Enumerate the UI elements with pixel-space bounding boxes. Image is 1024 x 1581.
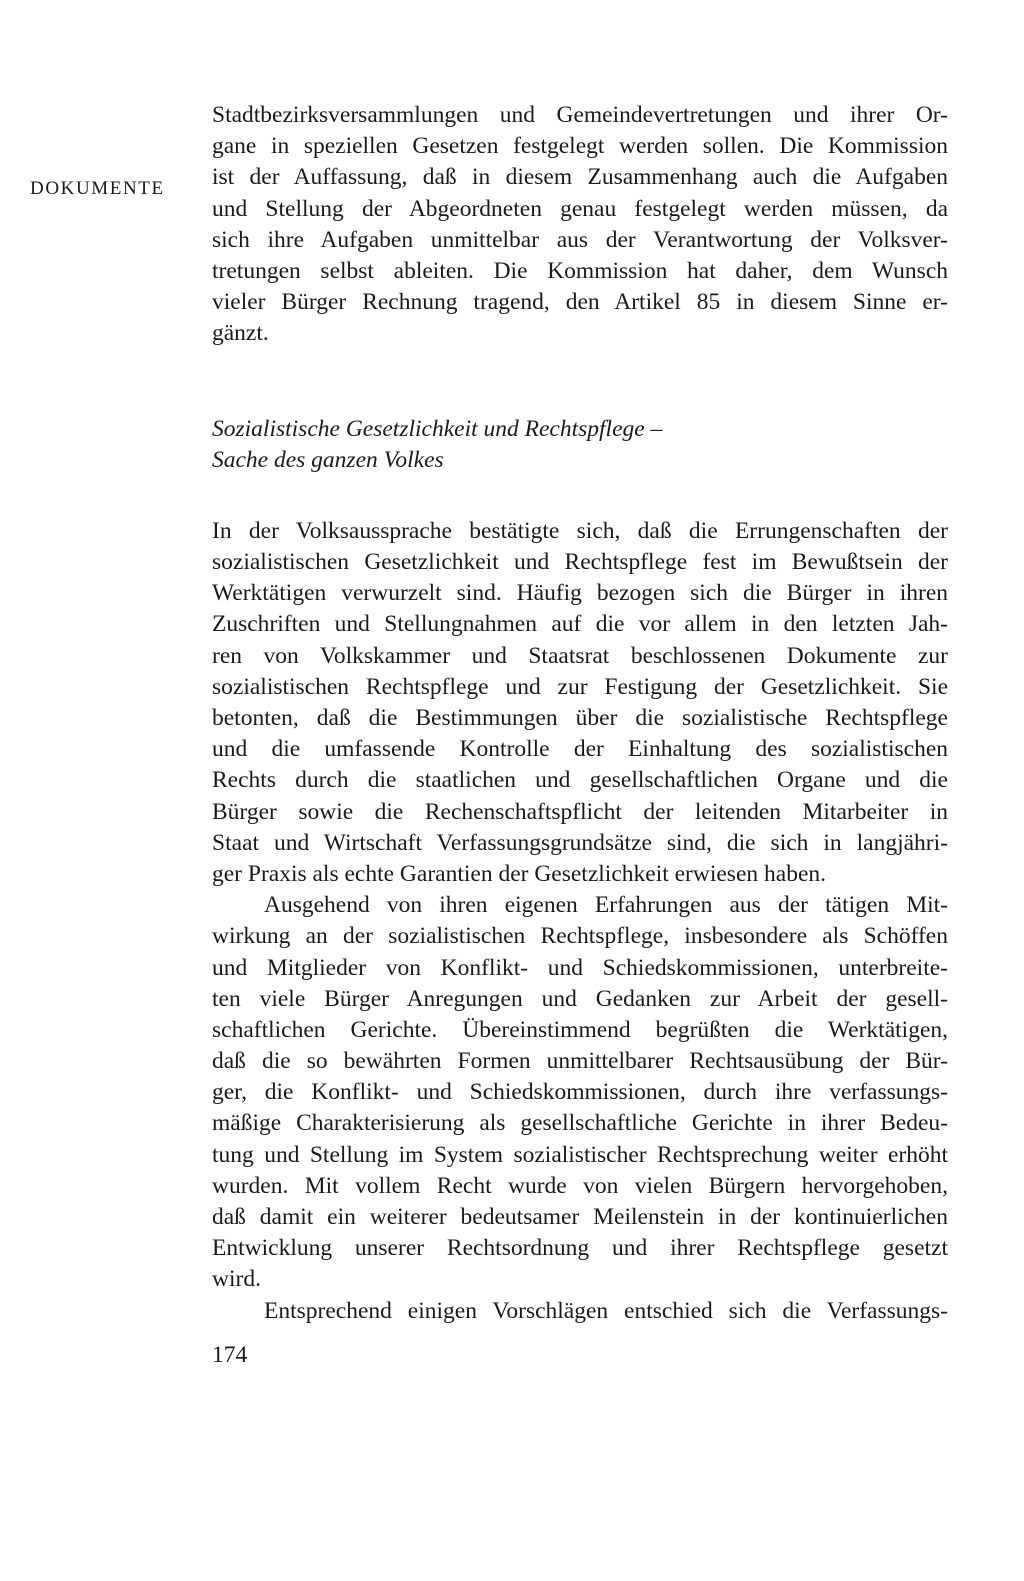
text-line: Werktätigen verwurzelt sind. Häufig bezogen sich die Bürger in ihren — [212, 580, 948, 607]
text-line: ist der Auffassung, daß in diesem Zusammenhang auch die Aufgaben — [212, 164, 948, 191]
paragraph-3 — [212, 890, 948, 1295]
text-line: sich ihre Aufgaben unmittelbar aus der Verantwortung der Volksver- — [212, 226, 948, 253]
paragraph-4 — [212, 1296, 948, 1327]
paragraph-1 — [212, 100, 948, 350]
text-line: tretungen selbst ableiten. Die Kommission hat daher, dem Wunsch — [212, 257, 948, 284]
text-line: Rechts durch die staatlichen und gesellschaftlichen Organe und die — [212, 767, 948, 794]
text-line: schaftlichen Gerichte. Übereinstimmend begrüßten die Werktätigen, — [212, 1016, 948, 1043]
text-line: gane in speziellen Gesetzen festgelegt werden sollen. Die Kommission — [212, 133, 948, 160]
paragraph-2 — [212, 516, 948, 890]
text-line: ger, die Konflikt- und Schiedskommissionen, durch ihre verfassungs- — [212, 1079, 948, 1106]
text-line: wird. — [212, 1266, 261, 1293]
text-line: Staat und Wirtschaft Verfassungsgrundsätze sind, die sich in langjähri- — [212, 829, 948, 856]
text-line: ren von Volkskammer und Staatsrat beschlossenen Dokumente zur — [212, 642, 948, 669]
text-line: In der Volksaussprache bestätigte sich, daß die Errungenschaften der — [212, 517, 948, 544]
text-line: sozialistischen Gesetzlichkeit und Rechtspflege fest im Bewußtsein der — [212, 549, 948, 576]
spacer — [212, 476, 948, 516]
section-heading — [212, 414, 948, 476]
heading-line: Sache des ganzen Volkes — [212, 446, 444, 473]
text-line: wirkung an der sozialistischen Rechtspflege, insbesondere als Schöffen — [212, 923, 948, 950]
text-line: und die umfassende Kontrolle der Einhaltung des sozialistischen — [212, 736, 948, 763]
text-line: Zuschriften und Stellungnahmen auf die vor allem in den letzten Jah- — [212, 611, 948, 638]
text-column — [212, 100, 948, 1327]
text-line: Stadtbezirksversammlungen und Gemeindevertretungen und ihrer Or- — [212, 102, 948, 128]
text-line: und Stellung der Abgeordneten genau festgelegt werden müssen, da — [212, 195, 948, 222]
text-line: mäßige Charakterisierung als gesellschaftliche Gerichte in ihrer Bedeu- — [212, 1110, 948, 1137]
text-line: Entsprechend einigen Vorschlägen entschied sich die Verfassungs- — [264, 1297, 948, 1324]
text-line: Ausgehend von ihren eigenen Erfahrungen aus der tätigen Mit- — [264, 892, 948, 919]
text-line: sozialistischen Rechtspflege und zur Festigung der Gesetzlichkeit. Sie — [212, 673, 948, 700]
text-line: und Mitglieder von Konflikt- und Schiedskommissionen, unterbreite- — [212, 954, 948, 981]
text-line: betonten, daß die Bestimmungen über die sozialistische Rechtspflege — [212, 705, 948, 731]
spacer — [212, 350, 948, 414]
text-line: vieler Bürger Rechnung tragend, den Artikel 85 in diesem Sinne er- — [212, 289, 948, 316]
page-number: 174 — [212, 1342, 248, 1368]
text-line: wurden. Mit vollem Recht wurde von vielen Bürgern hervorgehoben, — [212, 1172, 948, 1199]
text-line: Bürger sowie die Rechenschaftspflicht der leitenden Mitarbeiter in — [212, 798, 948, 825]
text-line: ger Praxis als echte Garantien der Gesetzlichkeit erwiesen haben. — [212, 860, 826, 887]
text-line: Entwicklung unserer Rechtsordnung und ihrer Rechtspflege gesetzt — [212, 1235, 948, 1262]
text-line: tung und Stellung im System sozialistischer Rechtsprechung weiter erhöht — [212, 1141, 948, 1168]
text-line: daß damit ein weiterer bedeutsamer Meilenstein in der kontinuierlichen — [212, 1204, 948, 1230]
text-line: gänzt. — [212, 320, 269, 347]
heading-line: Sozialistische Gesetzlichkeit und Rechtspflege – — [212, 415, 663, 442]
text-line: ten viele Bürger Anregungen und Gedanken zur Arbeit der gesell- — [212, 985, 948, 1012]
text-line: daß die so bewährten Formen unmittelbarer Rechtsausübung der Bür- — [212, 1048, 948, 1075]
section-margin-label: DOKUMENTE — [30, 178, 165, 199]
